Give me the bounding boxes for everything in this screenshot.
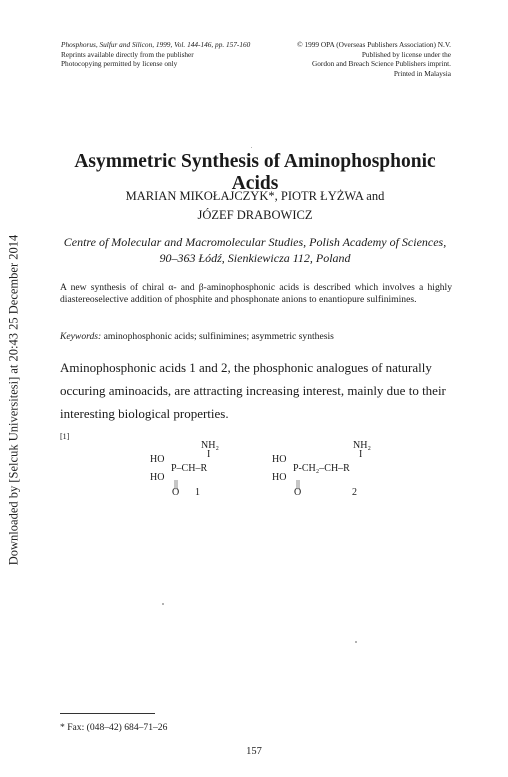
hydroxyl-group: HO [150, 472, 165, 483]
structure-1 [150, 440, 270, 500]
affiliation-line: Centre of Molecular and Macromolecular Studies, Polish Academy of Sciences, [63, 235, 447, 249]
download-watermark-text: Downloaded by [Selcuk Universitesi] at 20:43 25 December 2014 [6, 234, 21, 566]
citation-line: Photocopying permitted by license only [61, 59, 178, 69]
publisher-line: Published by license under the [361, 49, 451, 59]
citation-line: Phosphorus, Sulfur and Silicon, 1999, Vol. 144-146, pp. 157-160 [61, 40, 251, 49]
amino-group: NH₂ [201, 440, 219, 451]
author-line: MARIAN MIKOŁAJCZYK*, PIOTR ŁYŻWA and [125, 189, 385, 203]
scan-speck [355, 641, 357, 643]
author-list [60, 187, 450, 225]
author-line: JÓZEF DRABOWICZ [197, 208, 313, 222]
double-bond: || [174, 479, 179, 490]
publisher-line: © 1999 OPA (Overseas Publishers Association) N.V. [297, 40, 451, 49]
oxygen-atom: O [172, 487, 180, 498]
compound-label: 1 [195, 487, 200, 498]
structure-2 [272, 440, 392, 500]
bond-line: I [359, 449, 363, 460]
keywords-line [60, 331, 452, 342]
paper-title: Asymmetric Synthesis of Aminophosphonic Acids [74, 151, 436, 194]
scan-speck [162, 603, 164, 605]
keywords-list: aminophosphonic acids; sulfinimines; asymmetric synthesis [103, 331, 334, 342]
body-line: occuring aminoacids, are attracting increasing interest, mainly due to their [60, 383, 446, 398]
hydroxyl-group: HO [150, 454, 165, 465]
oxygen-atom: O [294, 487, 302, 498]
body-line-text: interesting biological properties. [60, 406, 229, 421]
backbone-chain: P–CH–R [171, 463, 208, 474]
page-number: 157 [246, 746, 262, 757]
body-paragraph [60, 356, 452, 451]
affiliation-line: 90–363 Łódź, Sienkiewicza 112, Poland [159, 251, 351, 265]
body-line: Aminophosphonic acids 1 and 2, the phosphonic analogues of naturally [60, 360, 432, 375]
backbone-chain: P-CH₂–CH–R [293, 463, 350, 474]
scan-speck [251, 147, 252, 148]
download-watermark [2, 200, 26, 600]
hydroxyl-group: HO [272, 454, 287, 465]
citation-ref: [1] [60, 432, 70, 441]
double-bond: || [296, 479, 301, 490]
hydroxyl-group: HO [272, 472, 287, 483]
bond-line: I [207, 449, 211, 460]
footnote: * Fax: (048–42) 684–71–26 [60, 722, 168, 733]
citation-line: Reprints available directly from the publisher [61, 49, 194, 59]
journal-citation [61, 40, 250, 69]
footnote-divider [60, 713, 155, 714]
abstract: A new synthesis of chiral α- and β-aminophosphonic acids is described which involves a highly diastereoselective addition of phosphite and phosphonate anions to enantiopure sulfinimines. [60, 282, 452, 305]
compound-label: 2 [352, 487, 357, 498]
publisher-notice [297, 40, 451, 78]
publisher-line: Printed in Malaysia [393, 68, 451, 78]
publisher-line: Gordon and Breach Science Publishers imprint. [311, 59, 451, 69]
keywords-label: Keywords: [60, 331, 102, 342]
amino-group: NH₂ [353, 440, 371, 451]
affiliation [60, 234, 450, 266]
